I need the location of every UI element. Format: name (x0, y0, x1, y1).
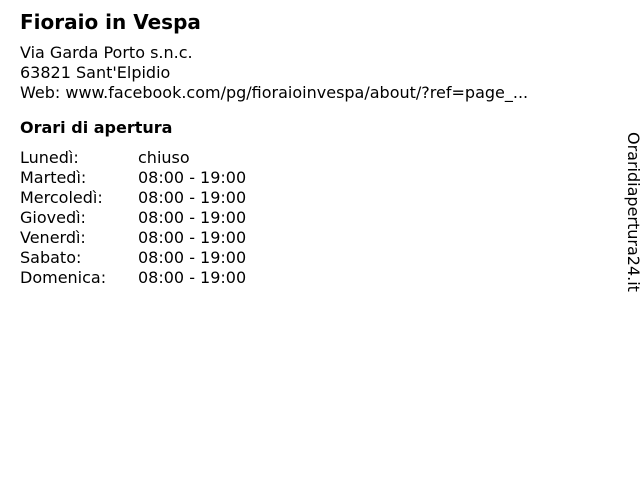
day-label: Venerdì: (20, 228, 86, 247)
address-city: 63821 Sant'Elpidio (20, 63, 171, 82)
time-value: 08:00 - 19:00 (138, 188, 247, 207)
website-link[interactable]: www.facebook.com/pg/fioraioinvespa/about/?ref=page_... (65, 83, 529, 102)
hours-title: Orari di apertura (20, 118, 173, 137)
business-name: Fioraio in Vespa (20, 10, 201, 34)
day-label: Domenica: (20, 268, 107, 287)
site-brand-watermark: Oraridiapertura24.it (624, 132, 643, 292)
time-value: 08:00 - 19:00 (138, 268, 247, 287)
hours-table (20, 148, 600, 288)
day-label: Sabato: (20, 248, 82, 267)
time-value: 08:00 - 19:00 (138, 248, 247, 267)
day-label: Giovedì: (20, 208, 86, 227)
day-label: Mercoledì: (20, 188, 103, 207)
day-label: Martedì: (20, 168, 87, 187)
time-value: 08:00 - 19:00 (138, 168, 247, 187)
time-value: 08:00 - 19:00 (138, 228, 247, 247)
time-value: 08:00 - 19:00 (138, 208, 247, 227)
website-row (20, 83, 600, 103)
time-value: chiuso (138, 148, 190, 167)
website-label: Web: (20, 83, 61, 102)
address-street: Via Garda Porto s.n.c. (20, 43, 193, 62)
business-card (20, 10, 600, 288)
day-label: Lunedì: (20, 148, 79, 167)
